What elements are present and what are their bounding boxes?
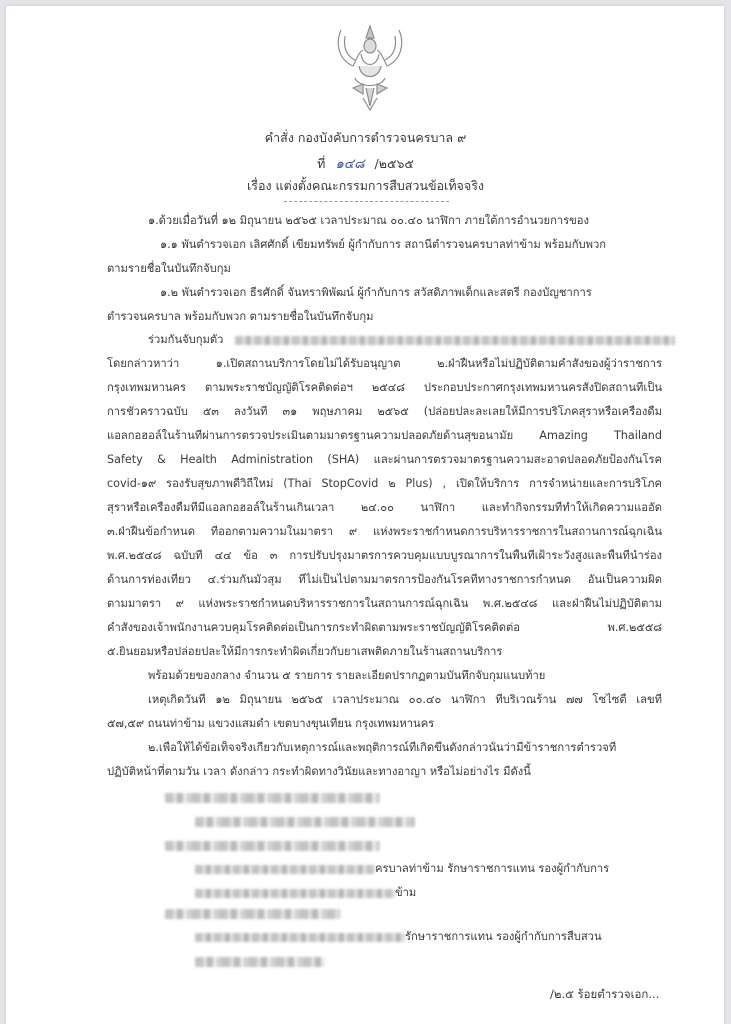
body-line: สุราหรือเครื่องดื่มที่มีแอลกอฮอล์ในร้านเกินเวลา ๒๔.๐๐ นาฬิกา และทำกิจกรรมที่ทำให้เกิดความแออัด (107, 501, 662, 514)
redacted-member-3-name (165, 909, 340, 919)
member-2-position-line (195, 862, 609, 876)
member-2-position-line-2 (195, 886, 416, 900)
body-line: ตำรวจนครบาล พร้อมกับพวก ตามรายชื่อในบันทึกจับกุม (107, 310, 374, 323)
order-subject: เรื่อง แต่งตั้งคณะกรรมการสืบสวนข้อเท็จจริง (246, 178, 485, 193)
order-heading: คำสั่ง กองบังคับการตำรวจนครบาล ๙ (264, 130, 467, 145)
body-line: โดยกล่าวหาว่า ๑.เปิดสถานบริการโดยไม่ได้รับอนุญาต ๒.ฝ่าฝืนหรือไม่ปฏิบัติตามคำสั่งของผู้ว่าราชการ (107, 357, 662, 370)
header-divider (284, 201, 449, 202)
body-line: ตามมาตรา ๙ แห่งพระราชกำหนดบริหารราชการในสถานการณ์ฉุกเฉิน พ.ศ.๒๕๔๘ และฝ่าฝืนไม่ปฏิบัติตาม (107, 597, 662, 610)
order-number-handwritten: ๑๔๘ (335, 156, 365, 172)
order-number-prefix: ที่ (317, 156, 326, 171)
body-line: ๒.เพื่อให้ได้ข้อเท็จจริงเกี่ยวกับเหตุการณ์และพฤติการณ์ที่เกิดขึ้นดังกล่าวนั้นว่ามีข้าราชการตำรวจที่ (148, 741, 617, 754)
page-continuation: /๒.๕ ร้อยตำรวจเอก... (550, 987, 660, 1001)
order-number (0, 152, 731, 174)
body-line: ๕.ยินยอมหรือปล่อยปละให้มีการกระทำผิดเกี่ยวกับยาเสพติดภายในร้านสถานบริการ (107, 645, 503, 658)
member-2-position-text-2: ข้าม (395, 886, 417, 899)
redacted-text (195, 865, 375, 874)
body-line: ๑.๑ พันตำรวจเอก เลิศศักดิ์ เขียมทรัพย์ ผู้กำกับการ สถานีตำรวจนครบาลท่าข้าม พร้อมกับพวก (160, 238, 607, 251)
body-line: ตามรายชื่อในบันทึกจับกุม (107, 262, 231, 275)
body-line: Safety & Health Administration (SHA) และผ่านการตรวจมาตรฐานความสะอาดปลอดภัยป้องกันโรค (107, 453, 662, 466)
redacted-member-1-position (195, 817, 415, 827)
arrest-label: ร่วมกันจับกุมตัว (148, 333, 224, 346)
body-line: ปฏิบัติหน้าที่ตามวัน เวลา ดังกล่าว กระทำผิดทางวินัยและทางอาญา หรือไม่อย่างไร มีดังนี้ (107, 765, 531, 778)
body-line: แอลกอฮอล์ในร้านที่ผ่านการตรวจประเมินตามมาตรฐานความปลอดภัยด้านสุขอนามัย Amazing Thailand (107, 429, 662, 442)
member-2-position-text: ครบาลท่าข้าม รักษาราชการแทน รองผู้กำกับการ (375, 862, 610, 875)
redacted-text (195, 933, 405, 942)
redacted-member-2-name (165, 841, 380, 851)
body-line: พ.ศ.๒๕๔๘ ฉบับที่ ๔๔ ข้อ ๓ การปรับปรุงมาตรการควบคุมแบบบูรณาการในพื้นที่เฝ้าระวังสูงและพื้นที่นำร่อง (107, 549, 662, 562)
body-line: ด้านการท่องเที่ยว ๔.ร่วมกันมั่วสุม ที่ไม่เป็นไปตามมาตรการป้องกันโรคที่ทางราชการกำหนด อันเป็นความผิด (107, 573, 662, 586)
redacted-member-1-name (165, 793, 380, 803)
body-line: ๕๗,๕๙ ถนนท่าข้าม แขวงแสมดำ เขตบางขุนเทียน กรุงเทพมหานคร (107, 717, 435, 730)
body-line: การชั่วคราวฉบับ ๕๓ ลงวันที่ ๓๑ พฤษภาคม ๒๕๖๕ (ปล่อยปละละเลยให้มีการบริโภคสุราหรือเครื่องดื่ม (107, 405, 662, 418)
body-line: ๓.ฝ่าฝืนข้อกำหนด ที่ออกตามความในมาตรา ๙ แห่งพระราชกำหนดการบริหารราชการในสถานการณ์ฉุกเฉิน (107, 525, 662, 538)
member-3-position-text: รักษาราชการแทน รองผู้กำกับการสืบสวน (405, 930, 602, 943)
member-3-position-line (195, 930, 602, 944)
body-line: กรุงเทพมหานคร ตามพระราชบัญญัติโรคติดต่อฯ ๒๕๔๘ ประกอบประกาศกรุงเทพมหานครสั่งปิดสถานที่เป็น (107, 381, 662, 394)
arrest-line (148, 333, 675, 347)
body-line: พร้อมด้วยของกลาง จำนวน ๕ รายการ รายละเอียดปรากฏตามบันทึกจับกุมแนบท้าย (148, 669, 546, 682)
body-line: ๑.๒ พันตำรวจเอก ธีรศักดิ์ จันทราพิพัฒน์ ผู้กำกับการ สวัสดิภาพเด็กและสตรี กองบัญชาการ (160, 286, 592, 299)
body-line: ๑.ด้วยเมื่อวันที่ ๑๒ มิถุนายน ๒๕๖๕ เวลาประมาณ ๐๐.๔๐ นาฬิกา ภายใต้การอำนวยการของ (148, 214, 589, 227)
redacted-names (235, 336, 675, 345)
garuda-emblem-icon (333, 22, 407, 112)
order-number-year: /๒๕๖๕ (374, 156, 414, 171)
body-line: คำสั่งของเจ้าพนักงานควบคุมโรคติดต่อเป็นการกระทำผิดตามพระราชบัญญัติโรคติดต่อ พ.ศ.๒๕๕๘ (107, 621, 662, 634)
redacted-text (195, 889, 395, 898)
body-line: covid-๑๙ รองรับสุขภาพดีวิถีใหม่ (Thai StopCovid ๒ Plus) , เปิดให้บริการ การจำหน่ายและการบริโภค (107, 477, 662, 490)
redacted-member-3-position-2 (195, 957, 325, 967)
body-line: เหตุเกิดวันที่ ๑๒ มิถุนายน ๒๕๖๕ เวลาประมาณ ๐๐.๔๐ นาฬิกา ที่บริเวณร้าน ๗๗ โซไซตี้ เลขที่ (148, 693, 662, 706)
